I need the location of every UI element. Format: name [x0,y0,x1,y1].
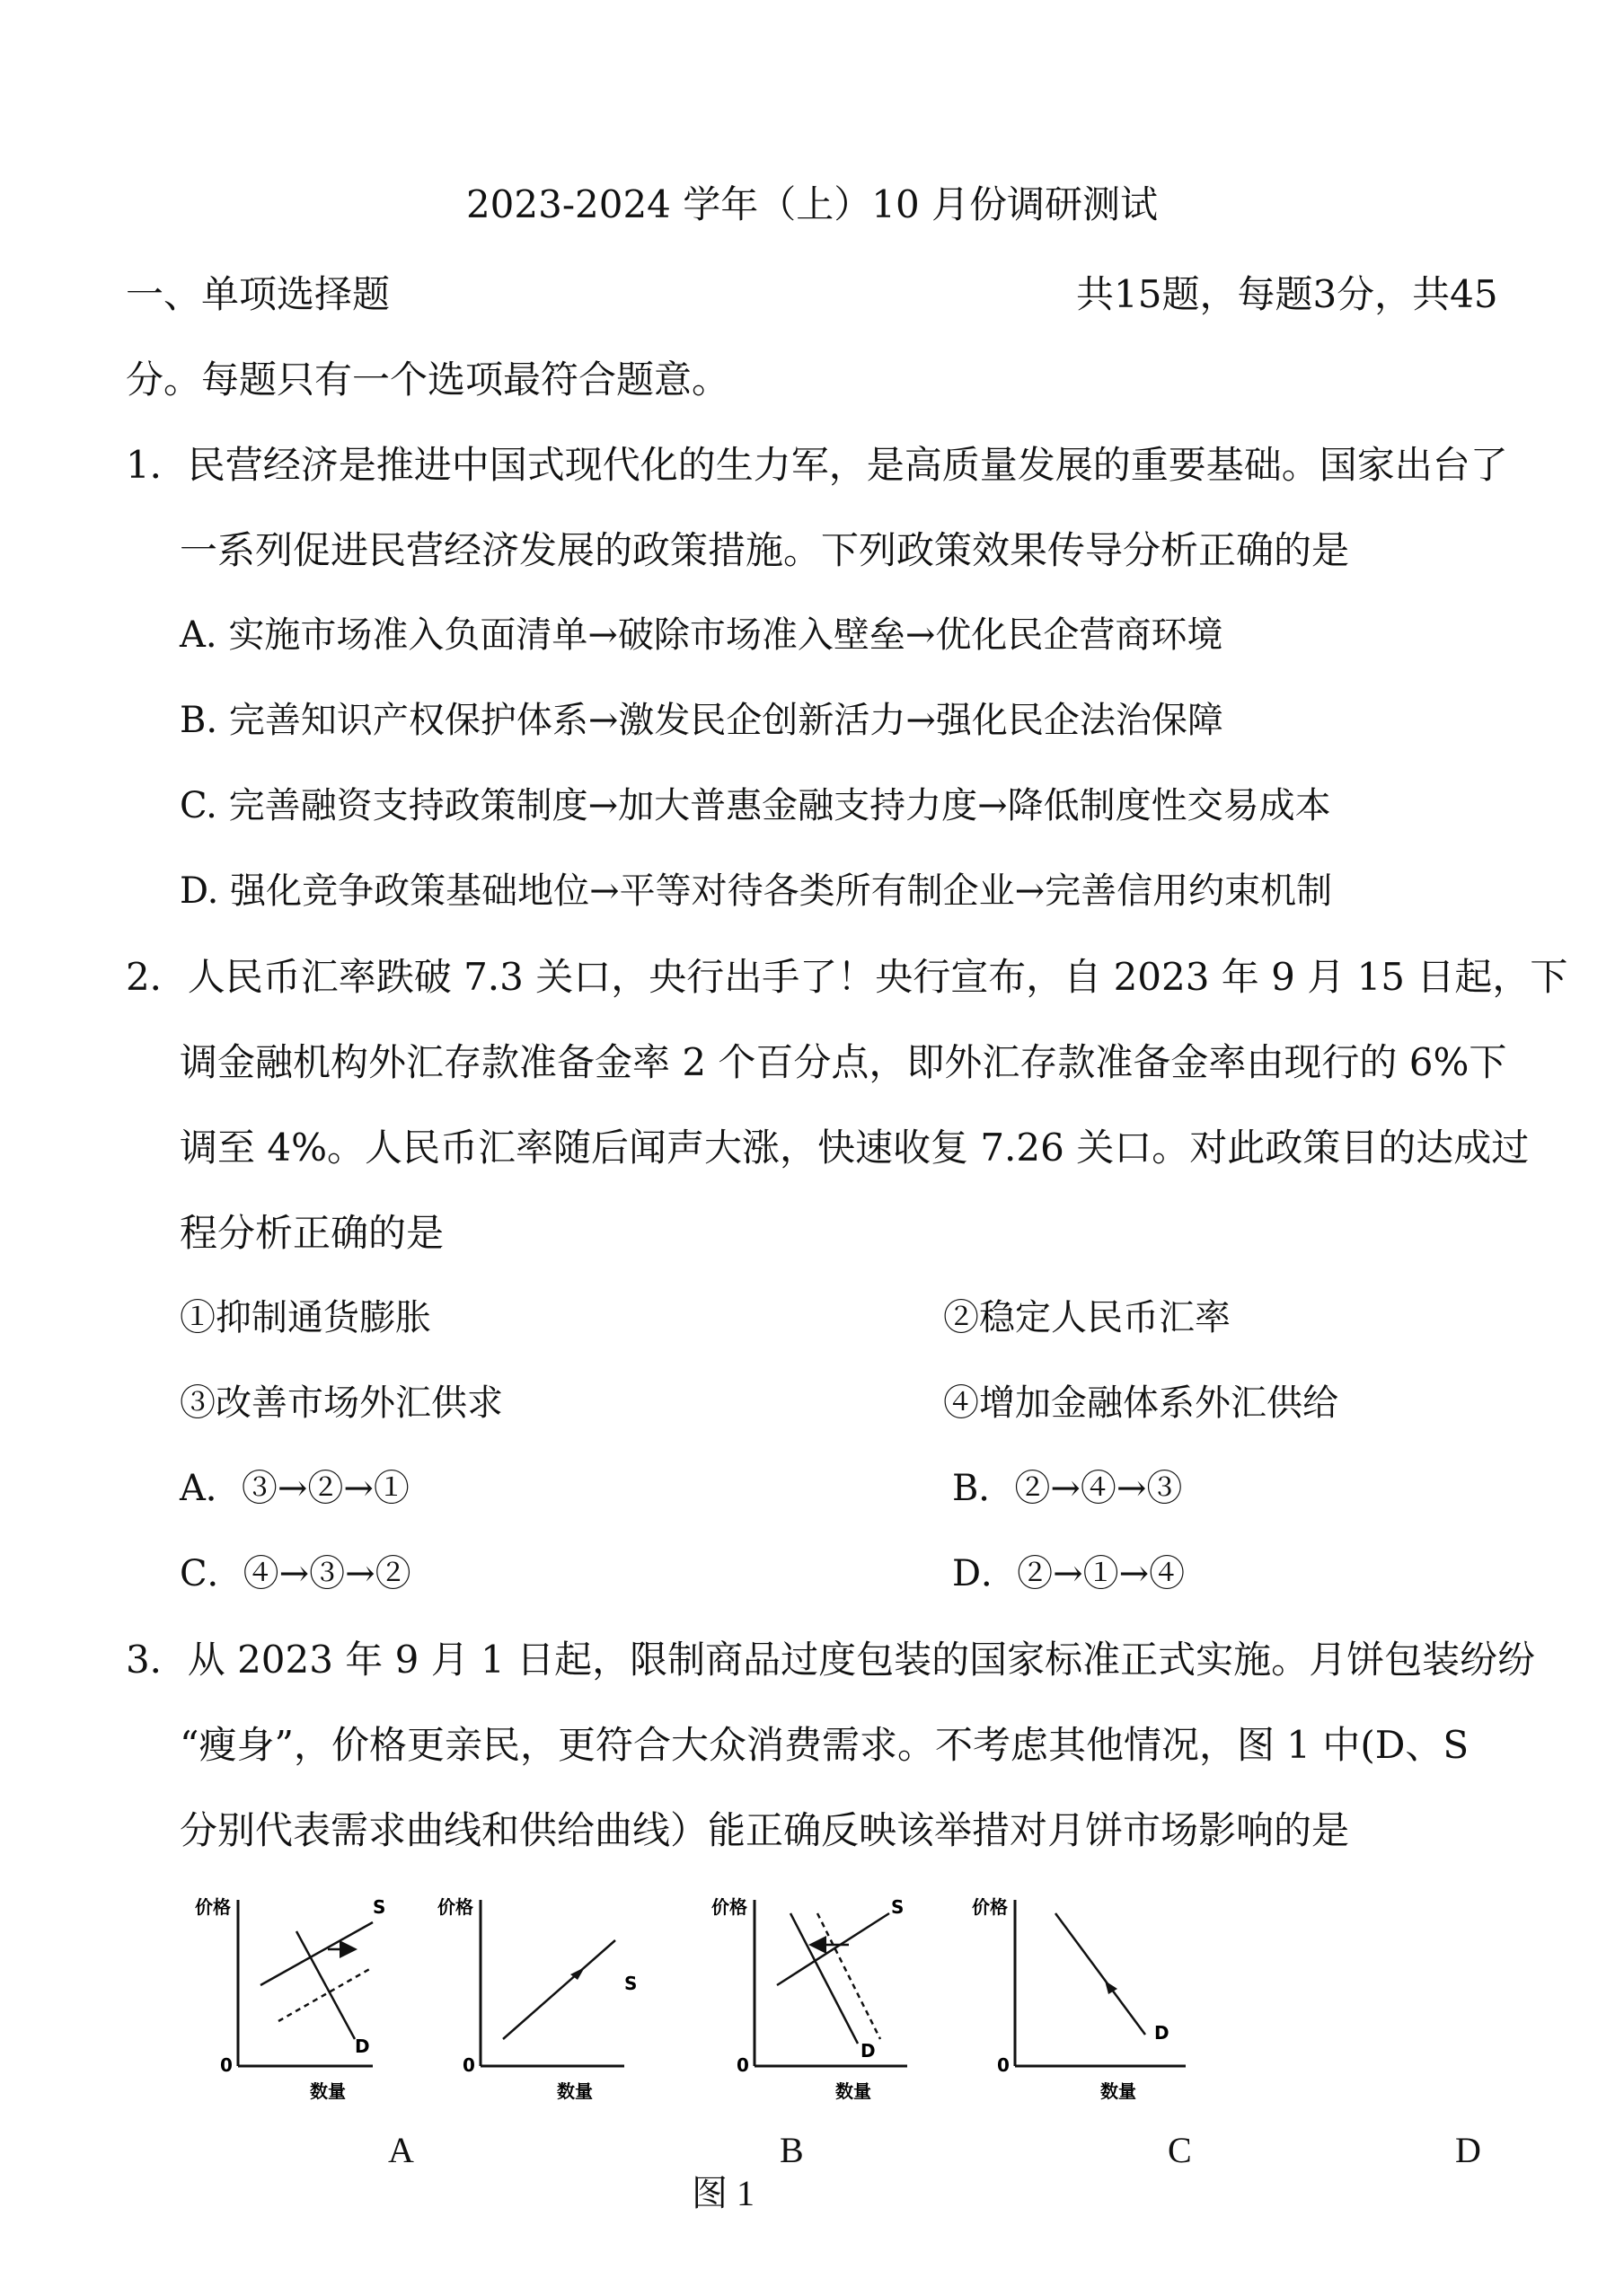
graph-caption-c: C [1168,2130,1192,2170]
graph-d-arrow [1105,1981,1117,1994]
graph-a-d-label: D [355,2035,370,2057]
q2-option-b: B．②→④→③ [952,1468,1183,1509]
graph-c-origin: 0 [737,2054,749,2076]
q3-stem-line3: 分别代表需求曲线和供给曲线）能正确反映该举措对月饼市场影响的是 [180,1808,1350,1852]
graph-d-demand-line [1055,1913,1145,2035]
q2-item-3: ③改善市场外汇供求 [180,1382,503,1424]
graph-c-svg [701,1895,916,2111]
graph-b-y-label: 价格 [437,1896,473,1918]
figure-caption: 图 1 [692,2173,755,2213]
q1-stem-line2: 一系列促进民营经济发展的政策措施。下列政策效果传导分析正确的是 [180,528,1350,572]
q2-item-4: ④增加金融体系外汇供给 [943,1382,1338,1424]
graph-b-x-label: 数量 [557,2080,593,2102]
q1-option-c: C. 完善融资支持政策制度→加大普惠金融支持力度→降低制度性交易成本 [180,785,1331,826]
graph-caption-b: B [780,2130,804,2170]
page-title: 2023-2024 学年（上）10 月份调研测试 [465,182,1159,226]
q2-option-a: A．③→②→① [180,1468,410,1509]
graph-b-supply-line [503,1940,615,2039]
graph-d-d-label: D [1154,2022,1169,2044]
graph-b [436,1895,638,2115]
graph-c-supply-line [777,1913,889,1985]
q2-option-d: D．②→①→④ [952,1553,1186,1594]
graph-captions [0,2129,1624,2170]
graph-a-supply-shifted [278,1967,373,2021]
graph-c-x-label: 数量 [835,2080,871,2102]
q3-stem-line1: 3．从 2023 年 9 月 1 日起，限制商品过度包装的国家标准正式实施。月饼包装纷纷 [126,1638,1536,1682]
graph-d-origin: 0 [997,2054,1010,2076]
graph-c [701,1895,916,2115]
graph-c-demand-shifted [817,1913,880,2039]
q1-stem-line1: 1．民营经济是推进中国式现代化的生力军，是高质量发展的重要基础。国家出台了 [126,443,1508,487]
section-heading: 一、单项选择题 [126,272,391,316]
q3-stem-line2: “瘦身”，价格更亲民，更符合大众消费需求。不考虑其他情况，图 1 中(D、S [180,1723,1470,1767]
q1-option-d: D. 强化竞争政策基础地位→平等对待各类所有制企业→完善信用约束机制 [180,870,1333,912]
graph-c-d-label: D [861,2040,876,2062]
graph-a-y-label: 价格 [195,1896,231,1918]
graph-a-svg [193,1895,386,2111]
graph-d [961,1895,1195,2115]
q1-option-b: B. 完善知识产权保护体系→激发民企创新活力→强化民企法治保障 [180,700,1223,741]
graph-caption-a: A [388,2130,414,2170]
graph-a-s-label: S [373,1896,386,1918]
q2-stem-line2: 调金融机构外汇存款准备金率 2 个百分点，即外汇存款准备金率由现行的 6%下 [180,1040,1507,1084]
section-info: 共15题，每题3分，共45 [1076,272,1498,316]
q2-stem-line3: 调至 4%。人民币汇率随后闻声大涨，快速收复 7.26 关口。对此政策目的达成过 [180,1126,1530,1170]
graph-c-s-label: S [891,1896,905,1918]
graph-b-origin: 0 [463,2054,475,2076]
q2-option-c: C．④→③→② [180,1553,411,1594]
graph-b-s-label: S [624,1973,638,1994]
q2-stem-line4: 程分析正确的是 [180,1211,445,1255]
graph-c-y-label: 价格 [711,1896,747,1918]
q1-option-a: A. 实施市场准入负面清单→破除市场准入壁垒→优化民企营商环境 [180,614,1223,656]
graph-caption-d: D [1455,2130,1481,2170]
graph-d-y-label: 价格 [972,1896,1008,1918]
q2-stem-line1: 2．人民币汇率跌破 7.3 关口，央行出手了！央行宣布，自 2023 年 9 月 15 日起，下 [126,955,1568,999]
q2-item-1: ①抑制通货膨胀 [180,1297,431,1338]
graph-a-origin: 0 [220,2054,233,2076]
graph-c-demand-line [790,1913,858,2044]
figure-caption-wrap [0,2165,1624,2213]
graph-d-x-label: 数量 [1100,2080,1136,2102]
q2-item-2: ②稳定人民币汇率 [943,1297,1231,1338]
graph-a [193,1895,386,2115]
graph-a-x-label: 数量 [310,2080,346,2102]
section-info-cont: 分。每题只有一个选项最符合题意。 [126,358,730,402]
graph-d-svg [961,1895,1195,2111]
graph-b-svg [436,1895,638,2111]
